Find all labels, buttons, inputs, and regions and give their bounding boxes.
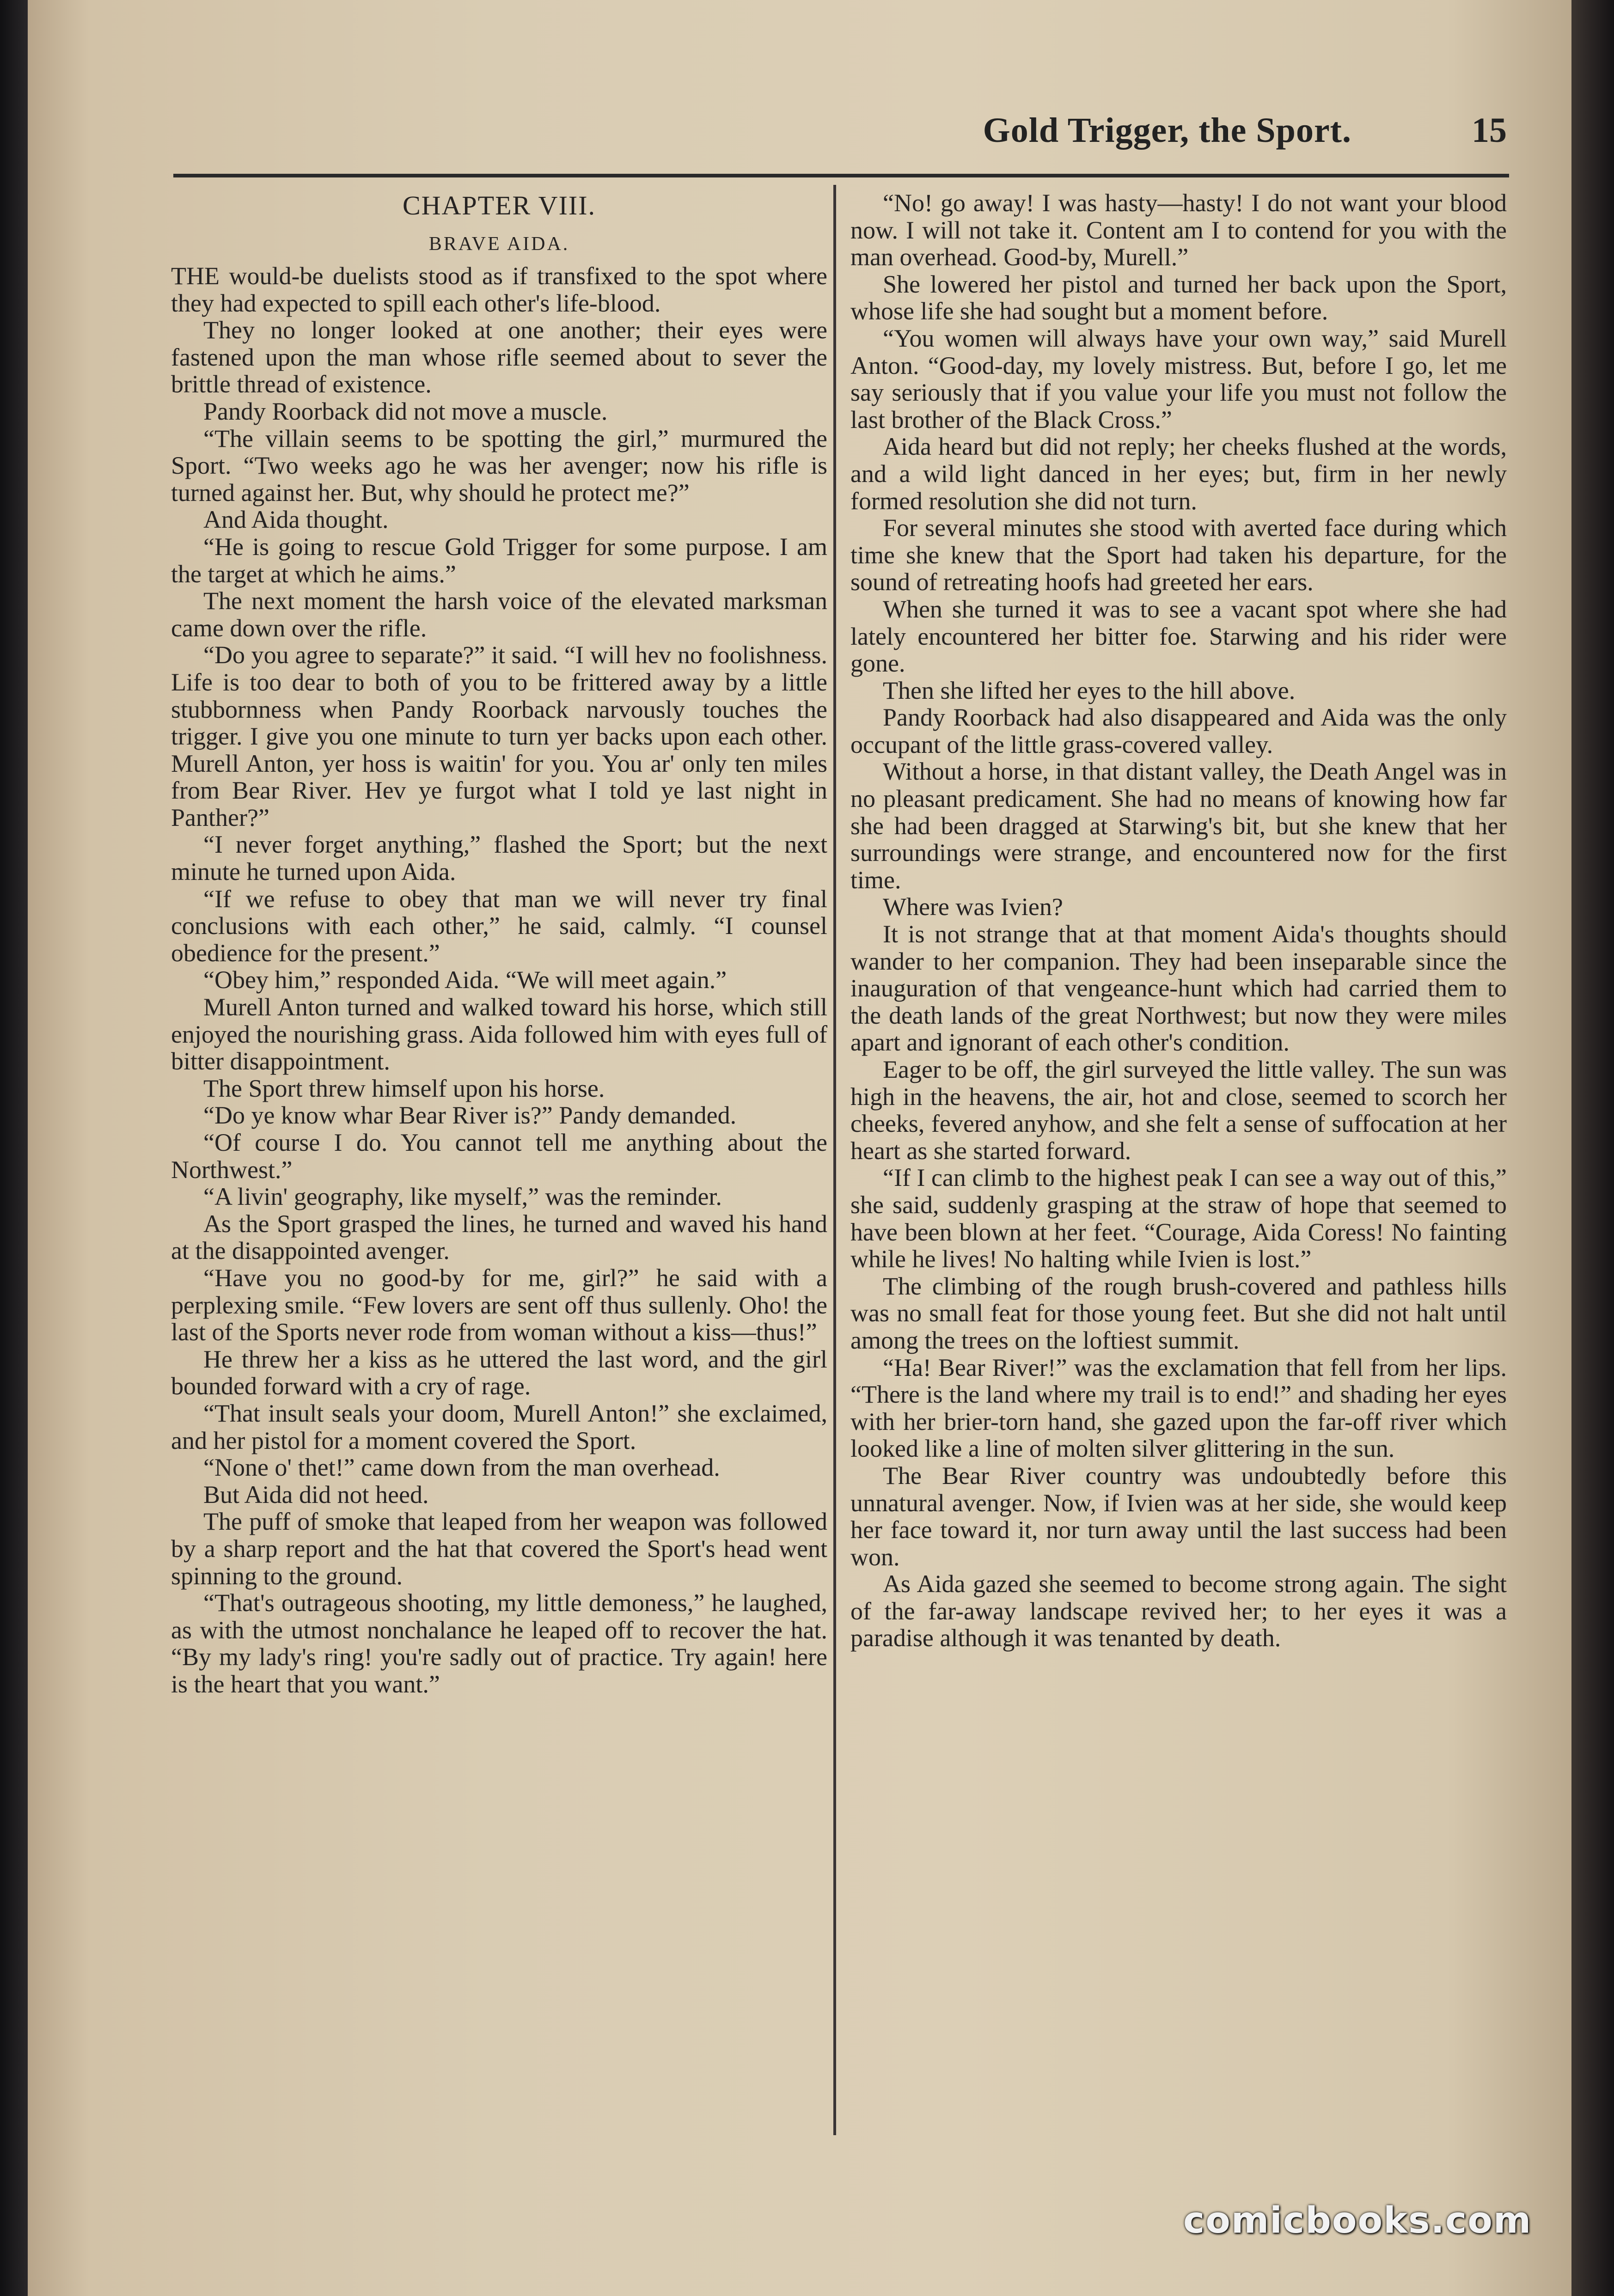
paragraph: “You women will always have your own way,” said Murell Anton. “Good-day, my lovely mistress. But, before I go, let me say seriously that if you value your life you must not follow the last brother of the Black Cross.”: [850, 324, 1507, 434]
paragraph: “None o' thet!” came down from the man overhead.: [203, 1453, 720, 1482]
paragraph: The puff of smoke that leaped from her weapon was followed by a sharp report and the hat that covered the Sport's head went spinning to the ground.: [171, 1508, 827, 1590]
paragraph: He threw her a kiss as he uttered the last word, and the girl bounded forward with a cry of rage.: [171, 1345, 827, 1400]
paragraph: The Sport threw himself upon his horse.: [203, 1074, 605, 1102]
left-column: [171, 189, 827, 1698]
paragraph: It is not strange that at that moment Aida's thoughts should wander to her companion. They had been inseparable since the inauguration of that vengeance-hunt which had carried them to the death lands of the great Northwest; but now they were miles apart and ignorant of each other's condition.: [850, 920, 1507, 1056]
paragraph: And Aida thought.: [203, 506, 389, 534]
page-edge-shadow: [1571, 0, 1614, 2296]
paragraph: Eager to be off, the girl surveyed the little valley. The sun was high in the heavens, the air, hot and close, seemed to scorch her cheeks, fevered anyhow, and she felt a sense of suffocation at her heart as she started forward.: [850, 1056, 1507, 1165]
paragraph: “He is going to rescue Gold Trigger for some purpose. I am the target at which he aims.”: [171, 532, 827, 588]
paragraph: Where was Ivien?: [883, 893, 1063, 921]
page-header: [176, 103, 1507, 158]
paragraph: But Aida did not heed.: [203, 1480, 429, 1508]
paragraph: Pandy Roorback had also disappeared and Aida was the only occupant of the little grass-covered valley.: [850, 703, 1507, 758]
running-title: Gold Trigger, the Sport.: [983, 110, 1351, 150]
paragraph: Murell Anton turned and walked toward his horse, which still enjoyed the nourishing grass. Aida followed him with eyes full of bitter disappointment.: [171, 993, 827, 1075]
chapter-title: CHAPTER VIII.: [402, 190, 596, 220]
paragraph: When she turned it was to see a vacant spot where she had lately encountered her bitter foe. Starwing and his rider were gone.: [850, 595, 1507, 678]
paragraph: “Have you no good-by for me, girl?” he said with a perplexing smile. “Few lovers are sent off thus sullenly. Oho! the last of the Sports never rode from woman without a kiss—thus!”: [171, 1264, 827, 1346]
paragraph: They no longer looked at one another; their eyes were fastened upon the man whose rifle seemed about to sever the brittle thread of existence.: [171, 316, 827, 398]
paragraph: The next moment the harsh voice of the elevated marksman came down over the rifle.: [171, 587, 827, 642]
page-number: 15: [1472, 110, 1507, 150]
site-watermark: comicbooks.com: [1183, 2200, 1532, 2241]
paragraph: “The villain seems to be spotting the girl,” murmured the Sport. “Two weeks ago he was her avenger; now his rifle is turned against her. But, why should he protect me?”: [171, 424, 827, 507]
paragraph: “I never forget anything,” flashed the Sport; but the next minute he turned upon Aida.: [171, 830, 827, 886]
paragraph: The climbing of the rough brush-covered and pathless hills was no small feat for those young feet. But she did not halt until among the trees on the loftiest summit.: [850, 1272, 1507, 1354]
paragraph: The Bear River country was undoubtedly before this unnatural avenger. Now, if Ivien was at her side, she would keep her face toward it, nor turn away until the last success had been won.: [850, 1461, 1507, 1571]
right-column-text: [850, 189, 1507, 1652]
paragraph: “If we refuse to obey that man we will never try final conclusions with each other,” he said, calmly. “I counsel obedience for the present.”: [171, 885, 827, 967]
chapter-subtitle: BRAVE AIDA.: [428, 233, 570, 255]
paragraph: “No! go away! I was hasty—hasty! I do not want your blood now. I will not take it. Content am I to contend for you with the man overhead. Good-by, Murell.”: [850, 189, 1507, 271]
paragraph: “Of course I do. You cannot tell me anything about the Northwest.”: [171, 1129, 827, 1184]
paragraph: She lowered her pistol and turned her back upon the Sport, whose life she had sought but a moment before.: [850, 270, 1507, 325]
paragraph: As Aida gazed she seemed to become strong again. The sight of the far-away landscape revived her; to her eyes it was a paradise although it was tenanted by death.: [850, 1570, 1507, 1652]
paragraph: “Do ye know whar Bear River is?” Pandy demanded.: [203, 1101, 737, 1130]
paragraph: “That insult seals your doom, Murell Anton!” she exclaimed, and her pistol for a moment covered the Sport.: [171, 1399, 827, 1454]
paragraph: “Obey him,” responded Aida. “We will meet again.”: [203, 966, 727, 994]
paragraph: As the Sport grasped the lines, he turned and waved his hand at the disappointed avenger.: [171, 1209, 827, 1265]
left-column-text: [171, 263, 827, 1698]
right-column: [850, 189, 1507, 1652]
paragraph: “Ha! Bear River!” was the exclamation that fell from her lips. “There is the land where my trail is to end!” and shading her eyes with her brier-torn hand, she gazed upon the far-off river which looked like a line of molten silver glittering in the sun.: [850, 1353, 1507, 1463]
paragraph: Then she lifted her eyes to the hill above.: [883, 676, 1296, 704]
column-divider: [833, 185, 836, 2135]
paragraph: “That's outrageous shooting, my little demoness,” he laughed, as with the utmost nonchalance he leaped off to recover the hat. “By my lady's ring! you're sadly out of practice. Try again! here is the heart that you want.”: [171, 1589, 827, 1698]
binding-edge: [0, 0, 28, 2296]
paragraph: Aida heard but did not reply; her cheeks flushed at the words, and a wild light danced in her eyes; but, firm in her newly formed resolution she did not turn.: [850, 433, 1507, 515]
paragraph: For several minutes she stood with averted face during which time she knew that the Sport had taken his departure, for the sound of retreating hoofs had greeted her ears.: [850, 514, 1507, 596]
paragraph: THE would-be duelists stood as if transfixed to the spot where they had expected to spill each other's life-blood.: [171, 262, 827, 317]
header-rule: [173, 174, 1509, 177]
paragraph: Without a horse, in that distant valley, the Death Angel was in no pleasant predicament. She had no means of knowing how far she had been dragged at Starwing's bit, but she knew that her surroundings were strange, and encountered now for the first time.: [850, 757, 1507, 894]
paragraph: Pandy Roorback did not move a muscle.: [203, 397, 608, 425]
paragraph: “If I can climb to the highest peak I can see a way out of this,” she said, suddenly grasping at the straw of hope that seemed to have been blown at her feet. “Courage, Aida Coress! No fainting while he lives! No halting while Ivien is lost.”: [850, 1164, 1507, 1273]
paragraph: “Do you agree to separate?” it said. “I will hev no foolishness. Life is too dear to both of you to be frittered away by a little stubbornness when Pandy Roorback narvously touches the trigger. I give you one minute to turn yer backs upon each other. Murell Anton, yer hoss is waitin' for you. You ar' only ten miles from Bear River. Hev ye furgot what I told ye last night in Panther?”: [171, 641, 827, 831]
paragraph: “A livin' geography, like myself,” was the reminder.: [203, 1183, 722, 1211]
